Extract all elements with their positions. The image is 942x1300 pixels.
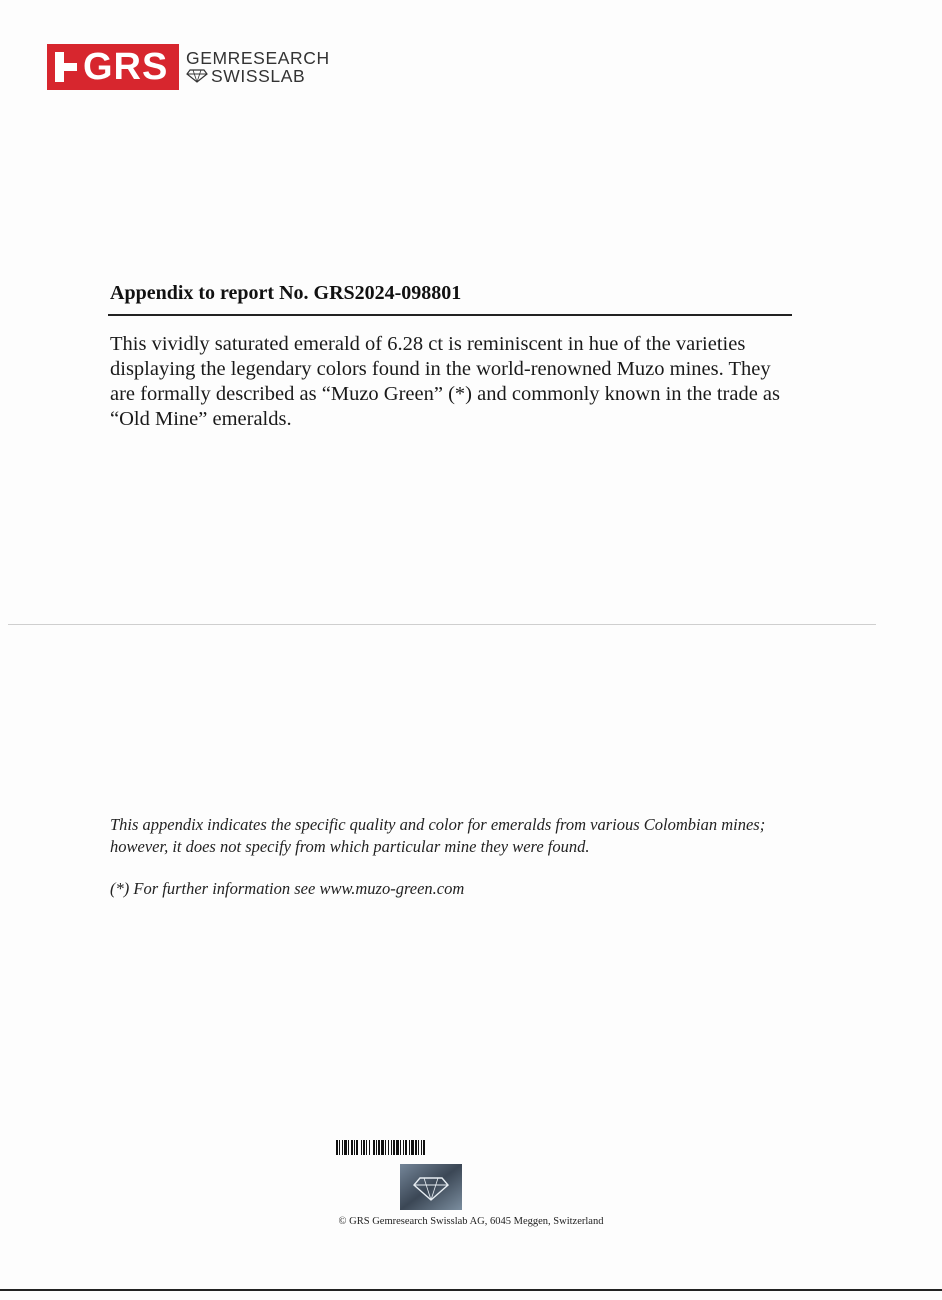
logo-line2: SWISSLAB	[211, 66, 306, 86]
logo-wordmark	[186, 49, 330, 85]
logo-mark: GRS	[83, 46, 169, 88]
grs-logo	[47, 44, 330, 90]
hologram-seal-icon	[400, 1164, 462, 1210]
diamond-icon	[186, 69, 208, 83]
copyright-notice: © GRS Gemresearch Swisslab AG, 6045 Meggen, Switzerland	[338, 1216, 604, 1227]
swiss-cross-icon	[55, 52, 77, 82]
page-bottom-edge	[0, 1289, 942, 1291]
footnote: (*) For further information see www.muzo-green.com	[110, 879, 465, 898]
barcode-icon	[336, 1140, 520, 1155]
disclaimer-note: This appendix indicates the specific quality and color for emeralds from various Colombian mines; however, it does not specify from which particular mine they were found.	[110, 815, 766, 856]
logo-line1: GEMRESEARCH	[186, 48, 330, 68]
heading-divider	[108, 314, 792, 316]
logo-red-block	[47, 44, 179, 90]
appendix-body: This vividly saturated emerald of 6.28 ct is reminiscent in hue of the varieties displaying the legendary colors found in the world-renowned Muzo mines. They are formally described as “Muzo Green” (*) and commonly known in the trade as “Old Mine” emeralds.	[110, 333, 780, 430]
paper-fold-line	[8, 624, 876, 625]
appendix-heading: Appendix to report No. GRS2024-098801	[110, 282, 462, 304]
